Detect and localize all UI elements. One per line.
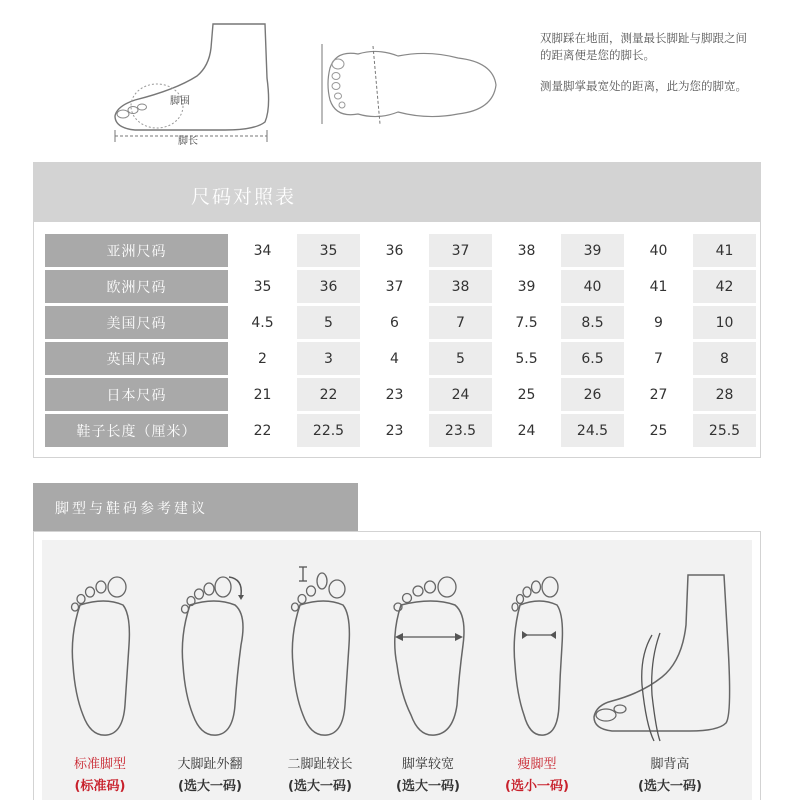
size-cell: 42 (693, 270, 756, 303)
size-cell: 21 (231, 378, 294, 411)
size-row-label: 美国尺码 (45, 306, 228, 339)
foot-size-advice: (选小一码) (505, 779, 569, 794)
size-cell: 6 (363, 306, 426, 339)
bunion-foot-icon (155, 565, 265, 745)
size-row-label: 亚洲尺码 (45, 234, 228, 267)
size-cell: 37 (363, 270, 426, 303)
narrow-foot-icon (482, 565, 592, 745)
size-cell: 5 (297, 306, 360, 339)
size-cell: 5 (429, 342, 492, 375)
size-cell: 25.5 (693, 414, 756, 447)
size-cell: 39 (495, 270, 558, 303)
standard-foot-icon (45, 565, 155, 745)
size-cell: 22.5 (297, 414, 360, 447)
size-row (45, 306, 756, 339)
foot-type-label: 二脚趾较长 (287, 757, 353, 772)
size-row-label: 鞋子长度（厘米） (45, 414, 228, 447)
length-description: 双脚踩在地面，测量最长脚趾与脚跟之间的距离便是您的脚长。 (540, 31, 747, 62)
size-cell: 41 (693, 234, 756, 267)
size-cell: 5.5 (495, 342, 558, 375)
size-cell: 36 (297, 270, 360, 303)
size-cell: 24 (429, 378, 492, 411)
size-cell: 38 (429, 270, 492, 303)
size-cell: 27 (627, 378, 690, 411)
width-description: 测量脚掌最宽处的距离，此为您的脚宽。 (540, 79, 747, 93)
size-cell: 35 (297, 234, 360, 267)
size-row (45, 414, 756, 447)
foot-type-label: 大脚趾外翻 (177, 757, 243, 772)
foot-type-label: 瘦脚型 (517, 757, 557, 772)
size-cell: 23 (363, 414, 426, 447)
size-cell: 7.5 (495, 306, 558, 339)
measurement-guide (0, 0, 800, 160)
size-chart-header (33, 162, 761, 222)
size-cell: 26 (561, 378, 624, 411)
size-cell: 35 (231, 270, 294, 303)
size-cell: 24 (495, 414, 558, 447)
size-cell: 4 (363, 342, 426, 375)
high-instep-foot-icon (590, 565, 750, 745)
size-chart-title: 尺码对照表 (191, 186, 297, 208)
size-cell: 10 (693, 306, 756, 339)
size-cell: 28 (693, 378, 756, 411)
girth-label: 脚围 (170, 96, 190, 107)
size-cell: 4.5 (231, 306, 294, 339)
size-row (45, 378, 756, 411)
size-cell: 24.5 (561, 414, 624, 447)
size-cell: 38 (495, 234, 558, 267)
size-cell: 7 (429, 306, 492, 339)
size-chart-table (42, 231, 759, 450)
size-cell: 25 (495, 378, 558, 411)
size-cell: 23.5 (429, 414, 492, 447)
size-cell: 23 (363, 378, 426, 411)
size-cell: 3 (297, 342, 360, 375)
size-cell: 22 (297, 378, 360, 411)
size-cell: 41 (627, 270, 690, 303)
foot-side-view-icon (105, 18, 285, 148)
wide-foot-icon (373, 565, 483, 745)
size-cell: 36 (363, 234, 426, 267)
foot-type-label: 脚背高 (650, 757, 690, 772)
size-cell: 6.5 (561, 342, 624, 375)
foot-size-advice: (标准码) (74, 779, 126, 794)
size-row (45, 234, 756, 267)
foot-type-label: 标准脚型 (73, 757, 126, 772)
size-cell: 7 (627, 342, 690, 375)
suggestion-header (33, 483, 358, 531)
suggestion-title: 脚型与鞋码参考建议 (55, 501, 208, 517)
foot-size-advice: (选大一码) (638, 779, 702, 794)
size-cell: 8.5 (561, 306, 624, 339)
size-row-label: 欧洲尺码 (45, 270, 228, 303)
long-second-toe-foot-icon (265, 565, 375, 745)
size-row-label: 日本尺码 (45, 378, 228, 411)
size-cell: 40 (561, 270, 624, 303)
size-row (45, 270, 756, 303)
size-cell: 34 (231, 234, 294, 267)
size-row (45, 342, 756, 375)
length-label: 脚长 (178, 136, 198, 147)
foot-type-label: 脚掌较宽 (401, 757, 454, 772)
size-cell: 2 (231, 342, 294, 375)
foot-top-view-icon (318, 40, 503, 130)
size-cell: 39 (561, 234, 624, 267)
foot-size-advice: (选大一码) (288, 779, 352, 794)
foot-size-advice: (选大一码) (396, 779, 460, 794)
foot-size-advice: (选大一码) (178, 779, 242, 794)
size-cell: 8 (693, 342, 756, 375)
size-cell: 9 (627, 306, 690, 339)
size-row-label: 英国尺码 (45, 342, 228, 375)
size-cell: 37 (429, 234, 492, 267)
size-cell: 22 (231, 414, 294, 447)
size-cell: 25 (627, 414, 690, 447)
size-cell: 40 (627, 234, 690, 267)
